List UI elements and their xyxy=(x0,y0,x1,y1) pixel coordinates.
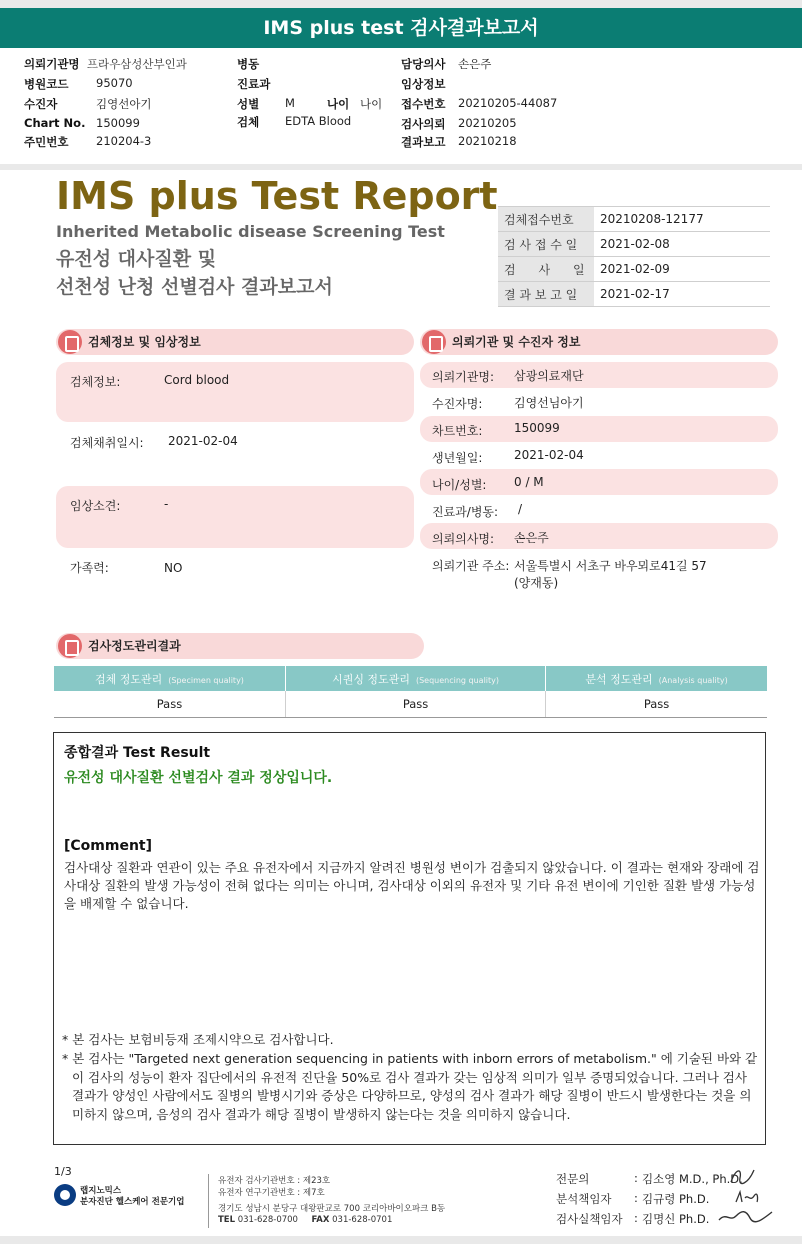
date-label: 검체접수번호 xyxy=(498,207,594,232)
fax-label: FAX xyxy=(311,1215,330,1225)
specimen-value: EDTA Blood xyxy=(285,114,352,128)
report-page xyxy=(0,170,802,1236)
header-field: 주민번호 xyxy=(24,135,69,149)
report-kr-title-line2: 선천성 난청 선별검사 결과보고서 xyxy=(56,276,333,298)
qc-header-analysis xyxy=(546,666,767,691)
signature-2-icon xyxy=(732,1188,760,1208)
signer-colon: : xyxy=(634,1171,638,1185)
clinical-value: - xyxy=(164,497,169,511)
patient-row-value: / xyxy=(518,502,523,516)
collect-date-value: 2021-02-04 xyxy=(168,434,238,448)
qc-header-kr: 시퀀싱 정도관리 xyxy=(332,672,410,686)
logo-name: 랩지노믹스 xyxy=(80,1186,122,1196)
footer-divider xyxy=(208,1174,209,1228)
qc-value-row xyxy=(54,691,767,717)
patient-row-value: 150099 xyxy=(514,421,560,435)
footer-contact xyxy=(218,1215,392,1225)
signer-colon: : xyxy=(634,1191,638,1205)
header-field: 담당의사 xyxy=(401,57,446,71)
footer-address: 경기도 성남시 분당구 대왕판교로 700 코리아바이오파크 B동 xyxy=(218,1204,446,1214)
patient-row-label: 의뢰의사명: xyxy=(432,532,495,546)
patient-row-label: 차트번호: xyxy=(432,424,483,438)
result-summary: 유전성 대사질환 선별검사 결과 정상입니다. xyxy=(64,770,333,786)
signer-role: 전문의 xyxy=(556,1172,590,1186)
signer-colon: : xyxy=(634,1211,638,1225)
signature-1-icon xyxy=(728,1166,758,1188)
header-field: 병원코드 xyxy=(24,77,69,91)
section-title: 검사정도관리결과 xyxy=(88,639,181,653)
patient-row-value: 0 / M xyxy=(514,475,544,489)
report-subtitle: Inherited Metabolic disease Screening Test xyxy=(56,222,445,241)
date-label: 검 사 접 수 일 xyxy=(498,232,594,257)
header-field-value: 20210205 xyxy=(458,116,517,130)
date-row xyxy=(498,207,770,232)
date-value: 20210208-12177 xyxy=(594,207,770,232)
result-note-2: * 본 검사는 "Targeted next generation sequencing in patients with inborn errors of metabolism." 에 기술된 바와 같이 검사의 성능이 환자 집단에서의 유전적 진단율 50%로 검사 결과가 갖는 임상적 의미가 일부 증명되었습니다. 그러나 검사 결과가 양성인 사람에서도 질병의 발병시기와 증상은 다양하므로, 양성의 검사 결과가 해당 질병이 반드시 발생한다는 것을 의미하지 않으며, 음성의 검사 결과가 해당 질병이 발생하지 않는다는 것을 의미하지 않습니다. xyxy=(62,1051,758,1122)
qc-specimen-value: Pass xyxy=(54,691,285,717)
signer-name: 김명신 Ph.D. xyxy=(642,1212,710,1226)
qc-header-en: (Specimen quality) xyxy=(168,675,244,685)
report-banner-title: IMS plus test 검사결과보고서 xyxy=(0,8,802,48)
qc-header-kr: 분석 정도관리 xyxy=(585,672,653,686)
signer-name: 김소영 M.D., Ph.D. xyxy=(642,1172,743,1186)
header-field: 결과보고 xyxy=(401,135,446,149)
age-value: 나이 xyxy=(360,97,383,111)
header-field: 임상정보 xyxy=(401,77,446,91)
header-field: Chart No. xyxy=(24,116,86,130)
qc-header-row xyxy=(54,666,767,691)
header-field-value: 손은주 xyxy=(458,57,492,71)
header-field: 검사의뢰 xyxy=(401,117,446,131)
specimen-label: 검체정보: xyxy=(70,375,121,389)
tel-value: 031-628-0700 xyxy=(237,1215,298,1225)
header-field-value: 20210205-44087 xyxy=(458,96,558,110)
qc-table xyxy=(54,666,767,718)
qc-header-specimen xyxy=(54,666,285,691)
date-label: 결 과 보 고 일 xyxy=(498,282,594,307)
footer-line: 유전자 연구기관번호 : 제7호 xyxy=(218,1188,325,1198)
clinical-label: 임상소견: xyxy=(70,499,121,513)
qc-header-sequencing xyxy=(285,666,545,691)
qc-header-en: (Sequencing quality) xyxy=(415,675,500,685)
signer-role: 검사실책임자 xyxy=(556,1212,623,1226)
comment-heading: [Comment] xyxy=(64,838,153,854)
qc-sequencing-value: Pass xyxy=(285,691,545,717)
qc-analysis-value: Pass xyxy=(546,691,767,717)
family-history-label: 가족력: xyxy=(70,561,109,575)
date-value: 2021-02-17 xyxy=(594,282,770,307)
result-note-1: * 본 검사는 보험비등재 조제시약으로 검사합니다. xyxy=(62,1032,334,1047)
sex-label: 성별 xyxy=(237,97,260,111)
patient-row-label: 나이/성별: xyxy=(432,478,487,492)
ward-label: 병동 xyxy=(237,57,260,71)
section-title: 의뢰기관 및 수진자 정보 xyxy=(452,335,581,349)
header-field: 의뢰기관명 프라우삼성산부인과 xyxy=(24,57,187,71)
date-label: 검 사 일 xyxy=(498,257,594,282)
specimen-label: 검체 xyxy=(237,115,260,129)
family-history-value: NO xyxy=(164,561,183,575)
date-row xyxy=(498,257,770,282)
signer-name: 김규령 Ph.D. xyxy=(642,1192,710,1206)
header-field: 접수번호 xyxy=(401,97,446,111)
date-value: 2021-02-09 xyxy=(594,257,770,282)
header-field-value: 150099 xyxy=(96,116,140,130)
specimen-value: Cord blood xyxy=(164,373,230,387)
header-field-value: 210204-3 xyxy=(96,134,152,148)
checklist-icon xyxy=(58,634,82,658)
specimen-info-row xyxy=(56,362,414,422)
labgenomics-logo-icon xyxy=(54,1184,76,1206)
signer-role: 분석책임자 xyxy=(556,1192,612,1206)
specimen-section-header xyxy=(56,329,414,355)
footer-line: 유전자 검사기관번호 : 제23호 xyxy=(218,1176,331,1186)
qc-header-en: (Analysis quality) xyxy=(658,675,728,685)
header-field: 수진자 xyxy=(24,97,58,111)
patient-row-value: 2021-02-04 xyxy=(514,448,584,462)
qc-header-kr: 검체 정도관리 xyxy=(95,672,163,686)
date-row xyxy=(498,282,770,307)
qc-section-header xyxy=(56,633,424,659)
clinical-info-row xyxy=(56,486,414,548)
patient-row-label: 의뢰기관명: xyxy=(432,370,495,384)
dept-label: 진료과 xyxy=(237,77,271,91)
header-field-value: 20210218 xyxy=(458,134,517,148)
date-value: 2021-02-08 xyxy=(594,232,770,257)
address-line1: 서울특별시 서초구 바우뫼로41길 57 xyxy=(514,559,707,573)
collect-date-label: 검체채취일시: xyxy=(70,436,144,450)
date-row xyxy=(498,232,770,257)
patient-section-header xyxy=(420,329,778,355)
report-title: IMS plus Test Report xyxy=(56,174,498,218)
result-title: 종합결과 Test Result xyxy=(64,745,211,761)
header-field-value: 95070 xyxy=(96,76,133,90)
hospital-icon xyxy=(422,330,446,354)
patient-row-label: 생년월일: xyxy=(432,451,483,465)
logo-tagline: 분자진단 헬스케어 전문기업 xyxy=(80,1197,185,1207)
comment-text: 검사대상 질환과 연관이 있는 주요 유전자에서 지금까지 알려진 병원성 변이가 검출되지 않았습니다. 이 결과는 현재와 장래에 검사대상 질환의 발생 가능성이 전혀 없다는 의미는 아니며, 검사대상 이외의 유전자 및 기타 유전 변이에 기인한 질환 발생 가능성을 배제할 수 없습니다. xyxy=(64,860,760,911)
header-field-value: 김영선아기 xyxy=(96,97,152,111)
age-label: 나이 xyxy=(327,97,350,111)
result-box xyxy=(53,732,766,1145)
sex-value: M xyxy=(285,96,295,110)
page-number: 1/3 xyxy=(54,1165,72,1178)
patient-row-value: 손은주 xyxy=(514,531,549,545)
fax-value: 031-628-0701 xyxy=(332,1215,393,1225)
address-label: 의뢰기관 주소: xyxy=(432,559,510,573)
report-kr-title-line1: 유전성 대사질환 및 xyxy=(56,248,217,270)
patient-row-value: 삼광의료재단 xyxy=(514,369,584,383)
signature-3-icon xyxy=(716,1206,776,1226)
address-line2: (양재동) xyxy=(514,576,559,590)
section-title: 검체정보 및 임상정보 xyxy=(88,335,201,349)
tel-label: TEL xyxy=(218,1215,236,1225)
report-date-table xyxy=(498,206,770,307)
patient-row-label: 진료과/병동: xyxy=(432,505,499,519)
patient-row-label: 수진자명: xyxy=(432,397,483,411)
header-info-block xyxy=(0,48,802,164)
patient-row-value: 김영선님아기 xyxy=(514,396,584,410)
clipboard-icon xyxy=(58,330,82,354)
